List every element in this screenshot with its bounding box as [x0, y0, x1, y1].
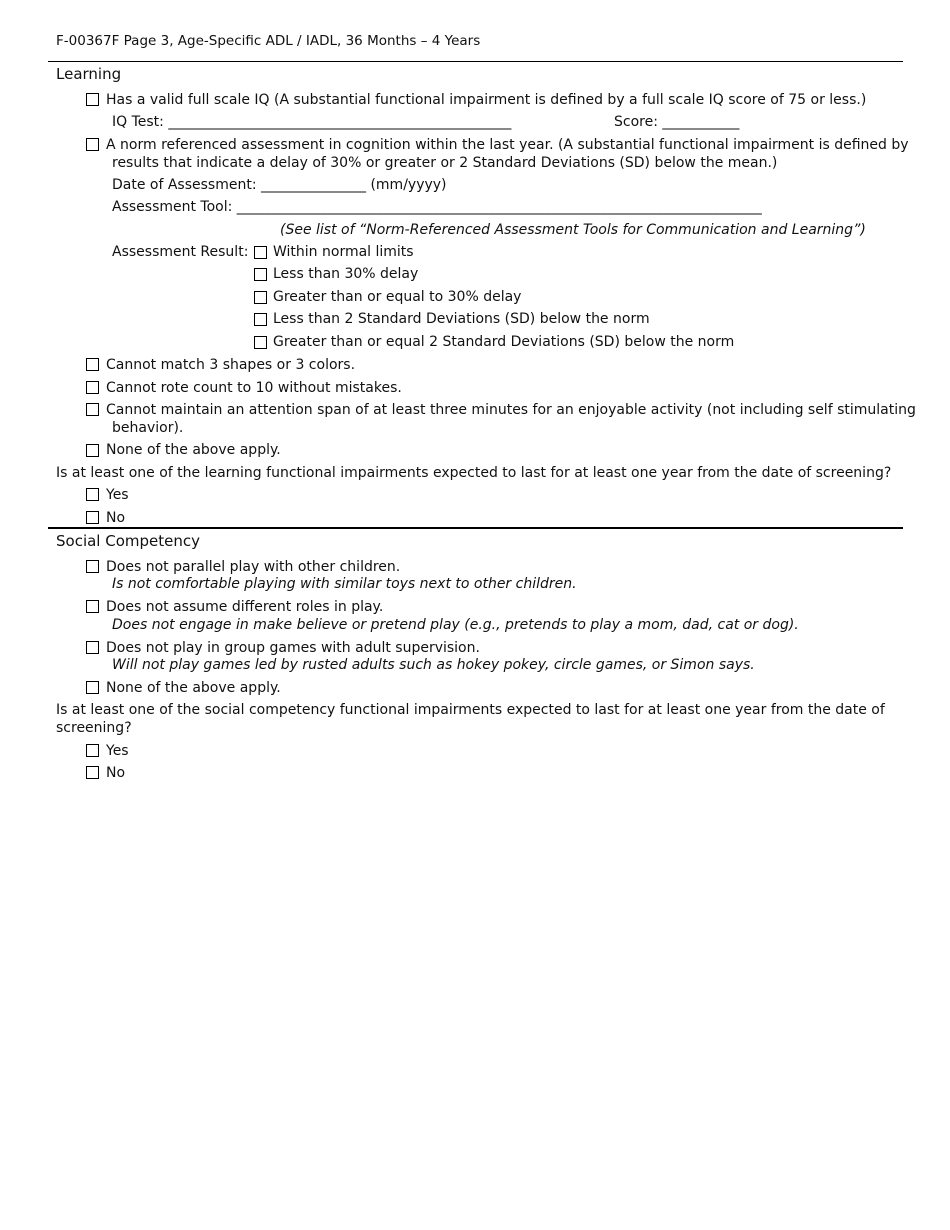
learning-yes-checkbox[interactable] [86, 488, 99, 501]
social-yes-label: Yes [106, 743, 129, 759]
result-option-label: Less than 30% delay [273, 266, 419, 282]
result-option-label: Less than 2 Standard Deviations (SD) below the norm [273, 311, 650, 327]
parallel-play-description: Is not comfortable playing with similar toys next to other children. [112, 576, 577, 592]
iq-checkbox[interactable] [86, 93, 99, 106]
form-header: F-00367F Page 3, Age-Specific ADL / IADL, 36 Months – 4 Years [56, 33, 481, 49]
see-list-note: (See list of “Norm-Referenced Assessment Tools for Communication and Learning”) [280, 222, 866, 238]
result-checkbox-less-2sd[interactable] [254, 313, 267, 326]
norm-assessment-label-line2: results that indicate a delay of 30% or greater or 2 Standard Deviations (SD) below the mean.) [112, 155, 778, 171]
social-duration-question-line2: screening? [56, 720, 132, 736]
learning-section-title: Learning [56, 65, 122, 83]
result-checkbox-gte-30[interactable] [254, 291, 267, 304]
social-yes-checkbox[interactable] [86, 744, 99, 757]
shapes-colors-label: Cannot match 3 shapes or 3 colors. [106, 357, 356, 373]
learning-none-checkbox[interactable] [86, 444, 99, 457]
result-checkbox-within-normal[interactable] [254, 246, 267, 259]
rote-count-label: Cannot rote count to 10 without mistakes. [106, 380, 402, 396]
social-duration-question-line1: Is at least one of the social competency functional impairments expected to last for at least one year from the date of [56, 702, 885, 718]
learning-duration-question: Is at least one of the learning functional impairments expected to last for at least one year from the date of screening? [56, 465, 892, 481]
learning-none-label: None of the above apply. [106, 442, 281, 458]
social-no-label: No [106, 765, 126, 781]
attention-span-checkbox[interactable] [86, 403, 99, 416]
section-divider [48, 527, 903, 529]
iq-item-label: Has a valid full scale IQ (A substantial functional impairment is defined by a full scale IQ score of 75 or less.) [106, 92, 867, 108]
social-none-label: None of the above apply. [106, 680, 281, 696]
learning-no-label: No [106, 510, 126, 526]
learning-no-checkbox[interactable] [86, 511, 99, 524]
social-no-checkbox[interactable] [86, 766, 99, 779]
result-option-label: Greater than or equal to 30% delay [273, 289, 522, 305]
attention-span-label-line1: Cannot maintain an attention span of at least three minutes for an enjoyable activity (not including self stimulating [106, 402, 916, 418]
group-games-checkbox[interactable] [86, 641, 99, 654]
result-option-label: Within normal limits [273, 244, 414, 260]
header-divider [48, 61, 903, 62]
group-games-label: Does not play in group games with adult supervision. [106, 640, 480, 656]
different-roles-checkbox[interactable] [86, 600, 99, 613]
assessment-result-label: Assessment Result: [112, 244, 249, 260]
attention-span-label-line2: behavior). [112, 420, 184, 436]
parallel-play-checkbox[interactable] [86, 560, 99, 573]
learning-yes-label: Yes [106, 487, 129, 503]
group-games-description: Will not play games led by rusted adults such as hokey pokey, circle games, or Simon says. [112, 657, 755, 673]
iq-test-field[interactable]: IQ Test: _________________________________________________ [112, 114, 512, 130]
social-section-title: Social Competency [56, 532, 200, 550]
shapes-colors-checkbox[interactable] [86, 358, 99, 371]
result-checkbox-gte-2sd[interactable] [254, 336, 267, 349]
rote-count-checkbox[interactable] [86, 381, 99, 394]
norm-assessment-label-line1: A norm referenced assessment in cognition within the last year. (A substantial functional impairment is defined by [106, 137, 909, 153]
iq-score-field[interactable]: Score: ___________ [614, 114, 740, 130]
date-of-assessment-field[interactable]: Date of Assessment: _______________ (mm/yyyy) [112, 177, 447, 193]
result-checkbox-less-30[interactable] [254, 268, 267, 281]
different-roles-description: Does not engage in make believe or pretend play (e.g., pretends to play a mom, dad, cat or dog). [112, 617, 799, 633]
assessment-tool-field[interactable]: Assessment Tool: ___________________________________________________________________________ [112, 199, 762, 215]
parallel-play-label: Does not parallel play with other children. [106, 559, 401, 575]
social-none-checkbox[interactable] [86, 681, 99, 694]
norm-assessment-checkbox[interactable] [86, 138, 99, 151]
different-roles-label: Does not assume different roles in play. [106, 599, 384, 615]
result-option-label: Greater than or equal 2 Standard Deviations (SD) below the norm [273, 334, 735, 350]
